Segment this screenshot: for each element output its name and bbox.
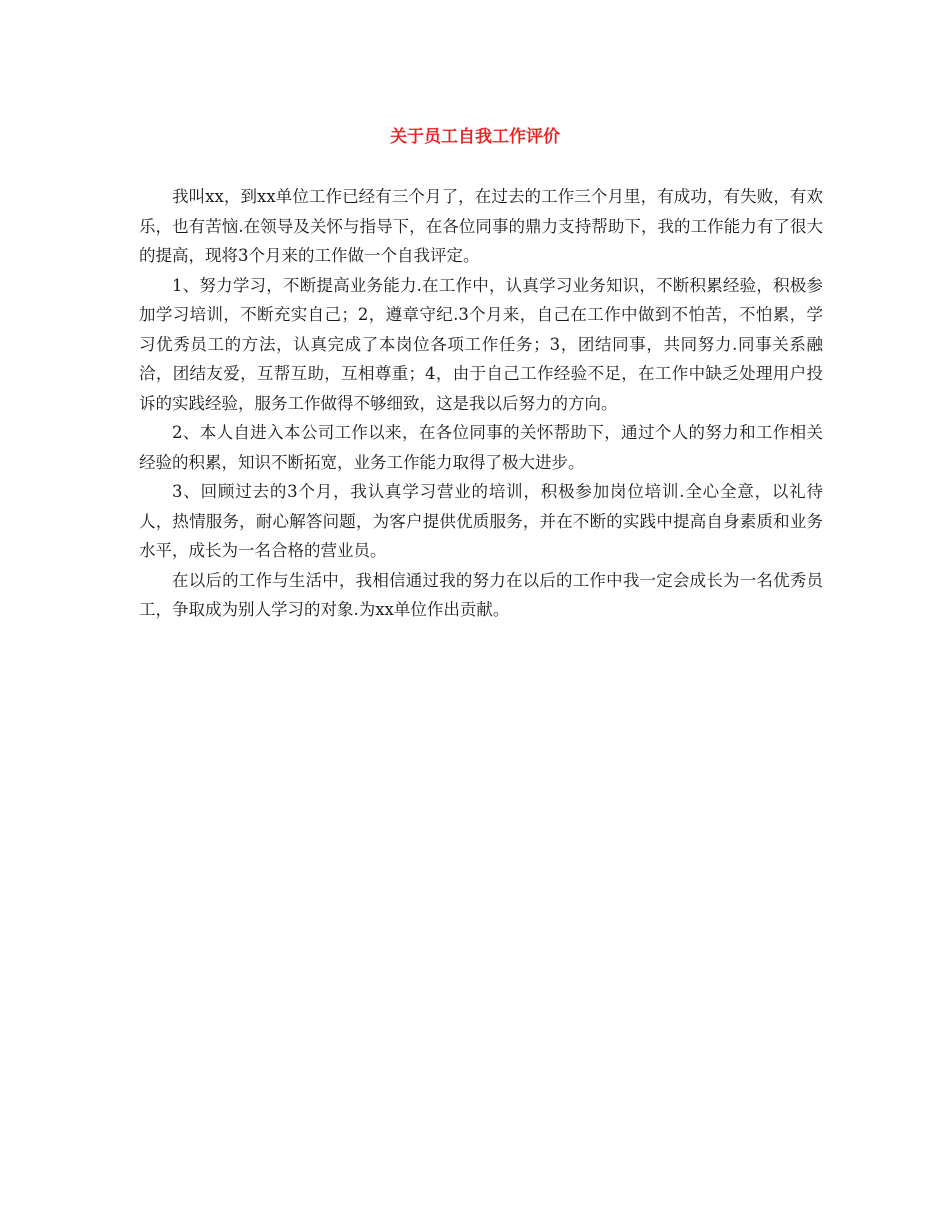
paragraph-point-2: 2、本人自进入本公司工作以来，在各位同事的关怀帮助下，通过个人的努力和工作相关经验的积累，知识不断拓宽，业务工作能力取得了极大进步。	[139, 423, 823, 472]
paragraph-point-3: 3、回顾过去的3个月，我认真学习营业的培训，积极参加岗位培训.全心全意，以礼待人，热情服务，耐心解答问题，为客户提供优质服务，并在不断的实践中提高自身素质和业务水平，成长为一名合格的营业员。	[139, 482, 823, 560]
paragraph-intro: 我叫xx，到xx单位工作已经有三个月了，在过去的工作三个月里，有成功，有失败，有欢乐，也有苦恼.在领导及关怀与指导下，在各位同事的鼎力支持帮助下，我的工作能力有了很大的提高，现将3个月来的工作做一个自我评定。	[139, 187, 823, 265]
paragraph-point-1: 1、努力学习，不断提高业务能力.在工作中，认真学习业务知识，不断积累经验，积极参加学习培训，不断充实自己；2，遵章守纪.3个月来，自己在工作中做到不怕苦，不怕累，学习优秀员工的方法，认真完成了本岗位各项工作任务；3，团结同事，共同努力.同事关系融洽，团结友爱，互帮互助，互相尊重；4，由于自己工作经验不足，在工作中缺乏处理用户投诉的实践经验，服务工作做得不够细致，这是我以后努力的方向。	[139, 275, 823, 413]
document-title: 关于员工自我工作评价	[390, 127, 560, 147]
document-body	[139, 182, 823, 625]
paragraph-conclusion: 在以后的工作与生活中，我相信通过我的努力在以后的工作中我一定会成长为一名优秀员工，争取成为别人学习的对象.为xx单位作出贡献。	[139, 570, 823, 619]
